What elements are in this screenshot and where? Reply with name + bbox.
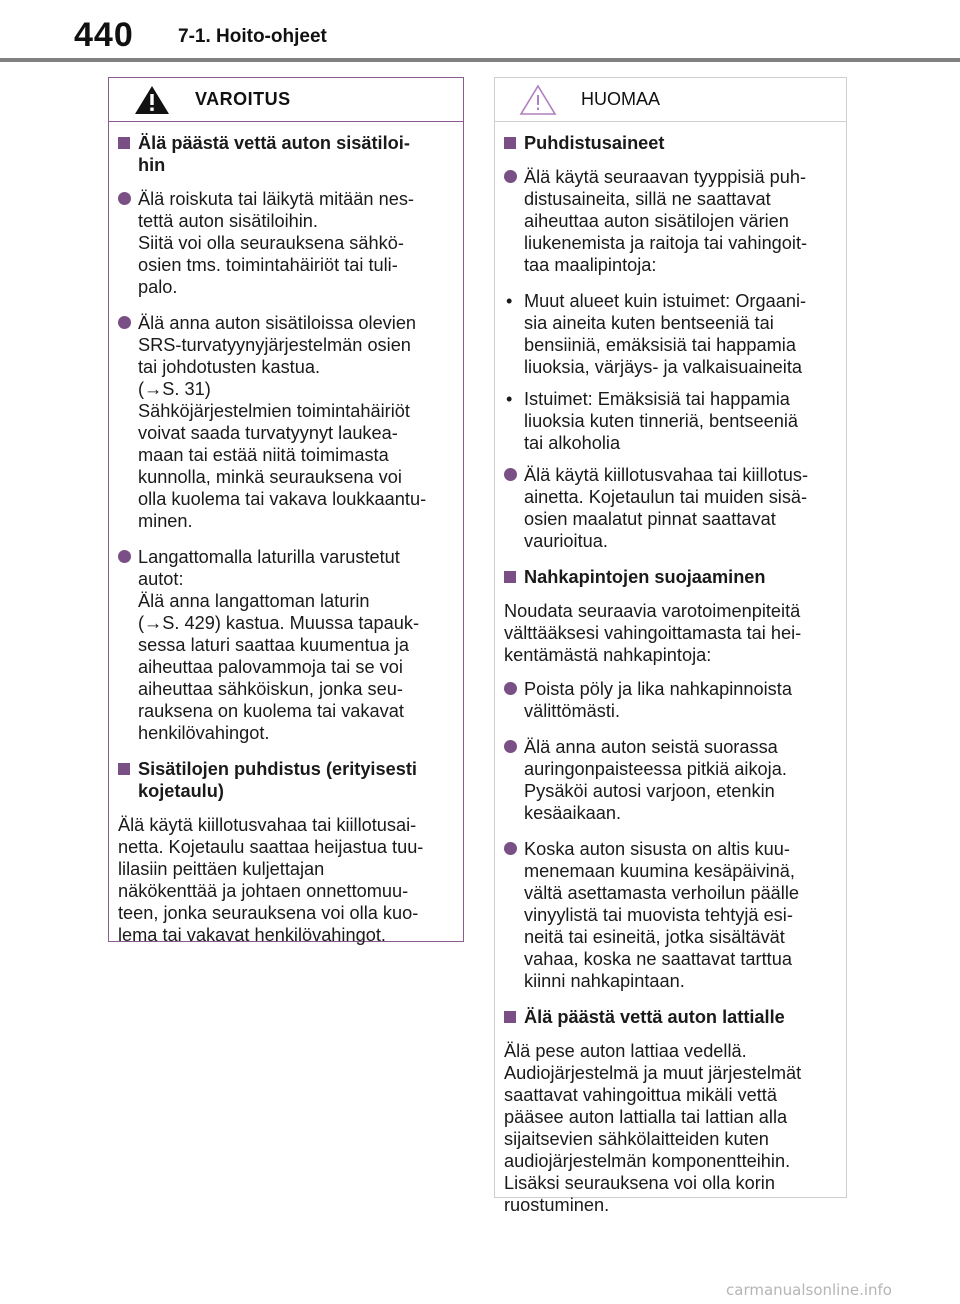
sub-heading: [118, 132, 451, 176]
page-header: [0, 0, 960, 64]
sub-heading-text: Puhdistusaineet: [524, 133, 665, 153]
sub-heading-text: Nahkapintojen suojaaminen: [524, 567, 766, 587]
section-title: 7-1. Hoito-ohjeet: [178, 26, 327, 47]
notice-header: [495, 78, 846, 122]
sub-heading: [118, 758, 451, 802]
bullet-item: [504, 736, 834, 824]
bullet-item: [118, 188, 451, 298]
square-bullet-icon: [118, 137, 130, 149]
round-bullet-icon: [504, 170, 517, 183]
paragraph: Älä pese auton lattiaa vedellä. Audiojärjestelmä ja muut järjestelmät saattavat vahingoittua mikäli vettä pääsee auton lattialla tai lattian alla sijaitsevien sähkölaitteiden kuten audiojärjestelmän komponentteihin. Lisäksi seurauksena voi olla korin ruostuminen.: [504, 1041, 802, 1215]
bullet-text: Älä anna auton sisätiloissa olevien SRS-turvatyynyjärjestelmän osien tai johdotusten kastua. (→S. 31) Sähköjärjestelmien toimintahäiriöt voivat saada turvatyynyt laukea- maan tai estää niitä toimimasta kunnolla, minkä seurauksena voi olla kuolema tai vakava loukkaantu- minen.: [138, 313, 427, 531]
small-dot-icon: •: [506, 389, 513, 409]
sub-heading: [504, 1006, 834, 1028]
round-bullet-icon: [504, 682, 517, 695]
dot-list-item: [504, 290, 834, 378]
round-bullet-icon: [504, 740, 517, 753]
bullet-text: Älä anna auton seistä suorassa auringonpaisteessa pitkiä aikoja. Pysäköi autosi varjoon, etenkin kesäaikaan.: [524, 737, 787, 823]
bullet-item: [504, 678, 834, 722]
sub-heading-text: Älä päästä vettä auton lattialle: [524, 1007, 785, 1027]
dot-list-text: Muut alueet kuin istuimet: Orgaani- sia aineita kuten bentseeniä tai bensiiniä, emäksisiä tai happamia liuoksia, värjäys- ja valkaisuaineita: [524, 291, 807, 377]
header-rule: [0, 58, 960, 62]
sub-heading: [504, 132, 834, 154]
square-bullet-icon: [504, 571, 516, 583]
square-bullet-icon: [118, 763, 130, 775]
warning-header: [109, 78, 463, 122]
bullet-text: Poista pöly ja lika nahkapinnoista välittömästi.: [524, 679, 792, 721]
notice-box: [494, 77, 847, 1215]
dot-list-item: [504, 388, 834, 454]
bullet-item: [504, 166, 834, 276]
square-bullet-icon: [504, 137, 516, 149]
square-bullet-icon: [504, 1011, 516, 1023]
bullet-item: [118, 546, 451, 744]
warning-title: VAROITUS: [195, 89, 291, 109]
sub-heading: [504, 566, 834, 588]
bullet-item: [504, 838, 834, 992]
round-bullet-icon: [504, 468, 517, 481]
notice-title: HUOMAA: [581, 89, 661, 109]
bullet-text: Koska auton sisusta on altis kuu- menemaan kuumina kesäpäivinä, vältä asettamasta verhoilun päälle vinyylistä tai muovista tehtyjä esi- neitä tai esineitä, jotka sisältävät vahaa, koska ne saattavat tarttua kiinni nahkapintaan.: [524, 839, 799, 991]
bullet-item: [504, 464, 834, 552]
paragraph: Noudata seuraavia varotoimenpiteitä välttääksesi vahingoittamasta tai hei- kentämästä nahkapintoja:: [504, 601, 802, 665]
page-number: 440: [74, 16, 134, 54]
bullet-text: Älä käytä kiillotusvahaa tai kiillotus- ainetta. Kojetaulun tai muiden sisä- osien maalatut pinnat saattavat vaurioitua.: [524, 465, 809, 551]
round-bullet-icon: [118, 192, 131, 205]
caution-triangle-outline-icon: [519, 84, 557, 116]
notice-body: [495, 122, 846, 1216]
sub-heading-text: Sisätilojen puhdistus (erityisesti kojetaulu): [138, 759, 417, 801]
round-bullet-icon: [118, 316, 131, 329]
small-dot-icon: •: [506, 291, 513, 311]
sub-heading-text: Älä päästä vettä auton sisätiloi- hin: [138, 133, 410, 175]
round-bullet-icon: [118, 550, 131, 563]
bullet-text: Älä käytä seuraavan tyyppisiä puh- distusaineita, sillä ne saattavat aiheuttaa auton sisätilojen värien liukenemista ja raitoja tai vahingoit- taa maalipintoja:: [524, 167, 808, 275]
warning-body: [109, 122, 463, 946]
dot-list-text: Istuimet: Emäksisiä tai happamia liuoksia kuten tinneriä, bentseeniä tai alkoholia: [524, 389, 799, 453]
bullet-text: Langattomalla laturilla varustetut autot: Älä anna langattoman laturin (→S. 429) kastua. Muussa tapauk- sessa laturi saattaa kuumentua ja aiheuttaa palovammoja tai se voi aiheuttaa sähköiskun, jonka seu- rauksena on kuolema tai vakavat henkilövahingot.: [138, 547, 420, 743]
paragraph: Älä käytä kiillotusvahaa tai kiillotusai- netta. Kojetaulu saattaa heijastua tuu- lilasiin peittäen kuljettajan näkökenttää ja johtaen onnettomuu- teen, jonka seurauksena voi olla kuo- lema tai vakavat henkilövahingot.: [118, 815, 424, 945]
warning-triangle-icon: [133, 84, 171, 116]
watermark: carmanualsonline.info: [726, 1281, 892, 1299]
bullet-text: Älä roiskuta tai läikytä mitään nes- tettä auton sisätiloihin. Siitä voi olla seurauksena sähkö- osien tms. toimintahäiriöt tai tuli- palo.: [138, 189, 414, 297]
warning-box: [108, 77, 464, 945]
bullet-item: [118, 312, 451, 532]
round-bullet-icon: [504, 842, 517, 855]
